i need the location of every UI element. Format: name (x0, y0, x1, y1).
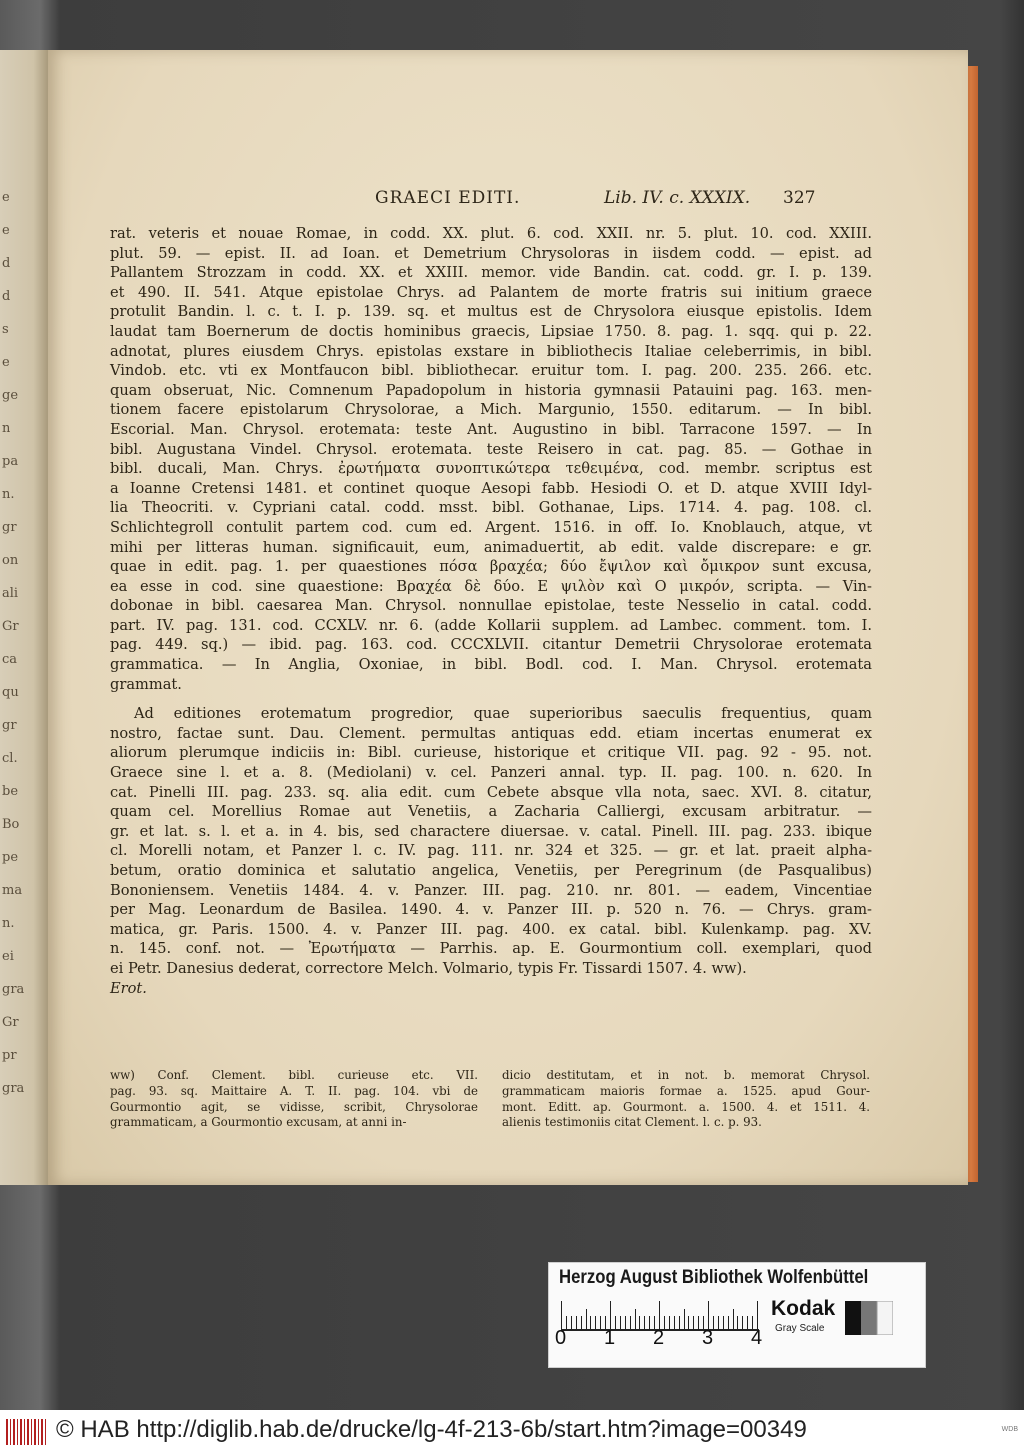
text-line: Bononiensem. Venetiis 1484. 4. v. Panzer. III. pag. 210. nr. 801. — eadem, Vincentiae (110, 881, 872, 899)
scale-digit: 4 (751, 1327, 763, 1349)
library-label (548, 1262, 926, 1368)
facing-page-fragment: e (2, 355, 10, 370)
copyright-url[interactable]: © HAB http://diglib.hab.de/drucke/lg-4f-213-6b/start.htm?image=00349 (56, 1416, 807, 1443)
footer-mark: WDB (1001, 1426, 1018, 1433)
library-name: Herzog August Bibliothek Wolfenbüttel (559, 1267, 869, 1288)
text-line: cat. Pinelli III. pag. 233. sq. alia edit. cum Cebete absque vlla nota, saec. XVI. 8. citatur, (110, 783, 872, 801)
text-line: Schlichtegroll contulit partem cod. cum ed. Argent. 1516. in off. Io. Knoblauch, atque, vt (110, 518, 872, 536)
footnote-line: grammaticam, a Gourmontio excusam, at anni in- (110, 1115, 407, 1130)
text-line: adnotat, plures eiusdem Chrys. epistolas exstare in bibliothecis Italiae celeberrimis, in bibl. (110, 342, 872, 360)
text-line: dobonae in bibl. caesarea Man. Chrysol. nonnullae epistolae, teste Nesselio in catal. codd. (110, 597, 872, 615)
ruler-tick (659, 1301, 660, 1329)
facing-page-fragment: gr (2, 718, 17, 733)
footnote-line: Gourmontio agit, se vidisse, scribit, Chrysolorae (110, 1099, 478, 1114)
text-line: bibl. Augustana Vindel. Chrysol. erotemata. teste Reisero in cat. pag. 85. — Gothae in (110, 440, 872, 458)
ruler-tick (728, 1316, 729, 1329)
ruler-tick (674, 1316, 675, 1329)
footnote-line: alienis testimoniis citat Clement. l. c. p. 93. (502, 1115, 762, 1130)
ruler-tick (757, 1301, 758, 1329)
text-line: Vindob. etc. vti ex Montfaucon bibl. bibliothecar. eruitur tom. I. pag. 200. 235. 266. etc. (110, 362, 872, 380)
text-line: plut. 59. — epist. II. ad Ioan. et Demetrium Chrysoloras in iisdem codd. — epist. ad (110, 244, 872, 262)
text-line: quam obseruat, Nic. Comnenum Papadopolum in historia gymnasii Patauini pag. 163. men- (110, 381, 872, 399)
text-line: et 490. II. 541. Atque epistolae Chrys. ad Palantem de morte fratris sui initium graece (110, 283, 872, 301)
facing-page-fragment: ma (2, 883, 23, 898)
text-line: Pallantem Strozzam in codd. XX. et XXIII. memor. vide Bandin. cat. codd. gr. I. p. 139. (110, 264, 872, 282)
facing-page-fragment: ca (2, 652, 18, 667)
facing-page-fragment: n. (2, 916, 15, 931)
facing-page-fragment: Bo (2, 817, 20, 832)
text-line: quae in edit. pag. 1. per quaestiones πόσα βραχέα; δύο ἔψιλον καὶ ὄμικρον sunt excusa, (110, 558, 872, 576)
page-number: 327 (783, 188, 816, 208)
ruler-tick (595, 1316, 596, 1329)
facing-page-fragment: ge (2, 388, 19, 403)
catchword: Erot. (110, 979, 147, 997)
scale-digit: 3 (702, 1327, 714, 1349)
ruler-tick (649, 1316, 650, 1329)
text-line: pag. 449. sq.) — ibid. pag. 163. cod. CCCXLVII. citantur Demetrii Chrysolorae erotemata (110, 636, 872, 654)
text-line: gr. et lat. s. l. et a. in 4. bis, sed charactere diuersae. v. catal. Pinell. III. pag. 233. ibique (110, 822, 872, 840)
facing-page-fragment: d (2, 289, 11, 304)
facing-page-edge (0, 50, 48, 1185)
text-line: ea esse in cod. sine quaestione: Βραχέα δὲ δύο. Ε ψιλὸν καὶ Ο μικρόν, scripta. — Vin- (110, 577, 872, 595)
ruler-tick (620, 1316, 621, 1329)
ruler-tick (708, 1301, 709, 1329)
ruler-tick (630, 1316, 631, 1329)
facing-page-fragment: cl. (2, 751, 18, 766)
facing-page-fragment: Gr (2, 1015, 19, 1030)
text-line: a Ioanne Cretensi 1481. et continet quoque Aesopi fabb. Hesiodi O. et D. atque XVIII Idyl- (110, 479, 872, 497)
facing-page-fragment: be (2, 784, 19, 799)
text-line: mihi per litteras human. significauit, eum, animaduertit, ab edit. valde discrepare: e gr. (110, 538, 872, 556)
ruler-tick (586, 1309, 587, 1329)
ruler-tick (733, 1309, 734, 1329)
facing-page-fragment: ali (2, 586, 19, 601)
facing-page-fragment: e (2, 190, 10, 205)
ruler-tick (644, 1316, 645, 1329)
ruler-tick (581, 1316, 582, 1329)
text-line: nostro, factae sunt. Dau. Clement. permultas antiquas edd. etiam incertas enumerat ex (110, 724, 872, 742)
text-line: Escorial. Man. Chrysol. erotemata: teste Ant. Augustino in bibl. Tarracone 1597. — In (110, 420, 872, 438)
ruler-tick (639, 1316, 640, 1329)
footnote-column-left (110, 1068, 478, 1131)
footnote-line: ww) Conf. Clement. bibl. curieuse etc. VII. (110, 1068, 478, 1082)
gray-scale-caption: Gray Scale (775, 1323, 825, 1334)
footnote-line: grammaticam maioris formae a. 1525. apud Gour- (502, 1083, 870, 1098)
ruler-tick (737, 1316, 738, 1329)
book-page (48, 50, 968, 1185)
running-head-reference: Lib. IV. c. XXXIX. (604, 188, 751, 208)
text-line: aliorum plerumque indiciis in: Bibl. curieuse, historique et critique VII. pag. 92 - 95. not. (110, 744, 872, 762)
facing-page-fragment: gr (2, 520, 17, 535)
ruler-tick (747, 1316, 748, 1329)
text-line: tionem facere epistolarum Chrysolorae, a Mich. Margunio, 1550. editarum. — In bibl. (110, 401, 872, 419)
facing-page-fragment: on (2, 553, 19, 568)
running-head (48, 188, 968, 212)
ruler-tick (576, 1316, 577, 1329)
facing-page-fragment: gra (2, 982, 25, 997)
text-line: grammat. (110, 675, 182, 693)
hab-logo-icon (6, 1419, 46, 1445)
text-line: laudat tam Boernerum de doctis hominibus graecis, Lipsiae 1750. 8. pag. 1. sqq. qui p. 22. (110, 322, 872, 340)
text-line: bibl. ducali, Man. Chrys. ἐρωτήματα συνοπτικώτερα τεθειμένα, cod. membr. scriptus est (110, 460, 872, 478)
text-line: protulit Bandin. l. c. t. I. p. 139. sq. et multus est de Chrysolora eiusque epistolis. Idem (110, 303, 872, 321)
ruler-tick (698, 1316, 699, 1329)
text-line: ei Petr. Danesius dederat, correctore Melch. Volmario, typis Fr. Tissardi 1507. 4. ww). (110, 959, 747, 977)
text-line: matica, gr. Paris. 1500. 4. v. Panzer III. pag. 400. ex catal. bibl. Kulenkamp. pag. XV. (110, 920, 872, 938)
ruler-tick (625, 1316, 626, 1329)
ruler-tick (693, 1316, 694, 1329)
paragraph-gap (110, 694, 872, 704)
ruler-tick (688, 1316, 689, 1329)
body-text (110, 224, 872, 998)
text-line: cl. Morelli notam, et Panzer l. c. IV. pag. 111. nr. 324 et 325. — gr. et lat. praeit alpha- (110, 842, 872, 860)
ruler-tick (684, 1309, 685, 1329)
ruler-tick (679, 1316, 680, 1329)
facing-page-fragment: n. (2, 487, 15, 502)
text-line: rat. veteris et nouae Romae, in codd. XX. plut. 6. cod. XXII. nr. 5. plut. 10. cod. XXIII. (110, 225, 872, 242)
footnote-line: mont. Editt. ap. Gourmont. a. 1500. 4. et 1511. 4. (502, 1099, 870, 1114)
text-line: Ad editiones erotematum progredior, quae superioribus saeculis frequentius, quam (134, 705, 872, 723)
ruler-tick (590, 1316, 591, 1329)
scale-digit: 2 (653, 1327, 665, 1349)
ruler-tick (571, 1316, 572, 1329)
kodak-logo: Kodak (771, 1297, 836, 1320)
facing-page-fragment: e (2, 223, 10, 238)
facing-page-fragment: pr (2, 1048, 17, 1063)
footnote-column-right (502, 1068, 870, 1131)
footer-bar (0, 1410, 1024, 1454)
text-line: grammatica. — In Anglia, Oxoniae, in bibl. Bodl. cod. I. Man. Chrysol. erotemata (110, 656, 872, 674)
facing-page-fragment: pa (2, 454, 19, 469)
scale-digit: 0 (555, 1327, 567, 1349)
text-line: betum, oratio dominica et salutatio angelica, Venetiis, per Peregrinum (de Pasqualibus) (110, 862, 872, 879)
ruler-tick (718, 1316, 719, 1329)
ruler-tick (742, 1316, 743, 1329)
running-head-title: GRAECI EDITI. (375, 188, 521, 208)
ruler-tick (723, 1316, 724, 1329)
ruler-tick (635, 1309, 636, 1329)
text-line: quam cel. Morellius Romae aut Venetiis, a Zacharia Calliergi, excusam arbitratur. — (110, 803, 872, 821)
ruler-tick (669, 1316, 670, 1329)
text-line: Graece sine l. et a. 8. (Mediolani) v. cel. Panzeri annal. typ. II. pag. 100. n. 620. In (110, 764, 872, 782)
ruler-tick (600, 1316, 601, 1329)
text-line: per Mag. Leonardum de Basilea. 1490. 4. v. Panzer III. p. 520 n. 76. — Chrys. gram- (110, 901, 872, 919)
scale-digit: 1 (604, 1327, 616, 1349)
footnote-line: dicio destitutam, et in not. b. memorat Chrysol. (502, 1068, 870, 1082)
ruler-tick (561, 1301, 562, 1329)
gray-scale-swatch (845, 1301, 893, 1335)
facing-page-fragment: gra (2, 1081, 25, 1096)
text-line: part. IV. pag. 131. cod. CCXLV. nr. 6. (adde Kollarii supplem. ad Lambec. comment. tom. I. (110, 616, 872, 634)
footnote-line: pag. 93. sq. Maittaire A. T. II. pag. 104. vbi de (110, 1083, 478, 1098)
facing-page-fragment: s (2, 322, 9, 337)
facing-page-fragment: n (2, 421, 11, 436)
facing-page-fragment: pe (2, 850, 19, 865)
ruler-tick (610, 1301, 611, 1329)
facing-page-fragment: Gr (2, 619, 19, 634)
text-line: lia Theocriti. v. Cypriani catal. codd. msst. bibl. Gothanae, Lips. 1714. 4. pag. 108. cl. (110, 499, 872, 517)
text-line: n. 145. conf. not. — Ἐρωτήματα — Parrhis. ap. E. Gourmontium coll. exemplari, quod (110, 940, 872, 958)
facing-page-fragment: d (2, 256, 11, 271)
facing-page-fragment: qu (2, 685, 19, 700)
facing-page-fragment: ei (2, 949, 14, 964)
